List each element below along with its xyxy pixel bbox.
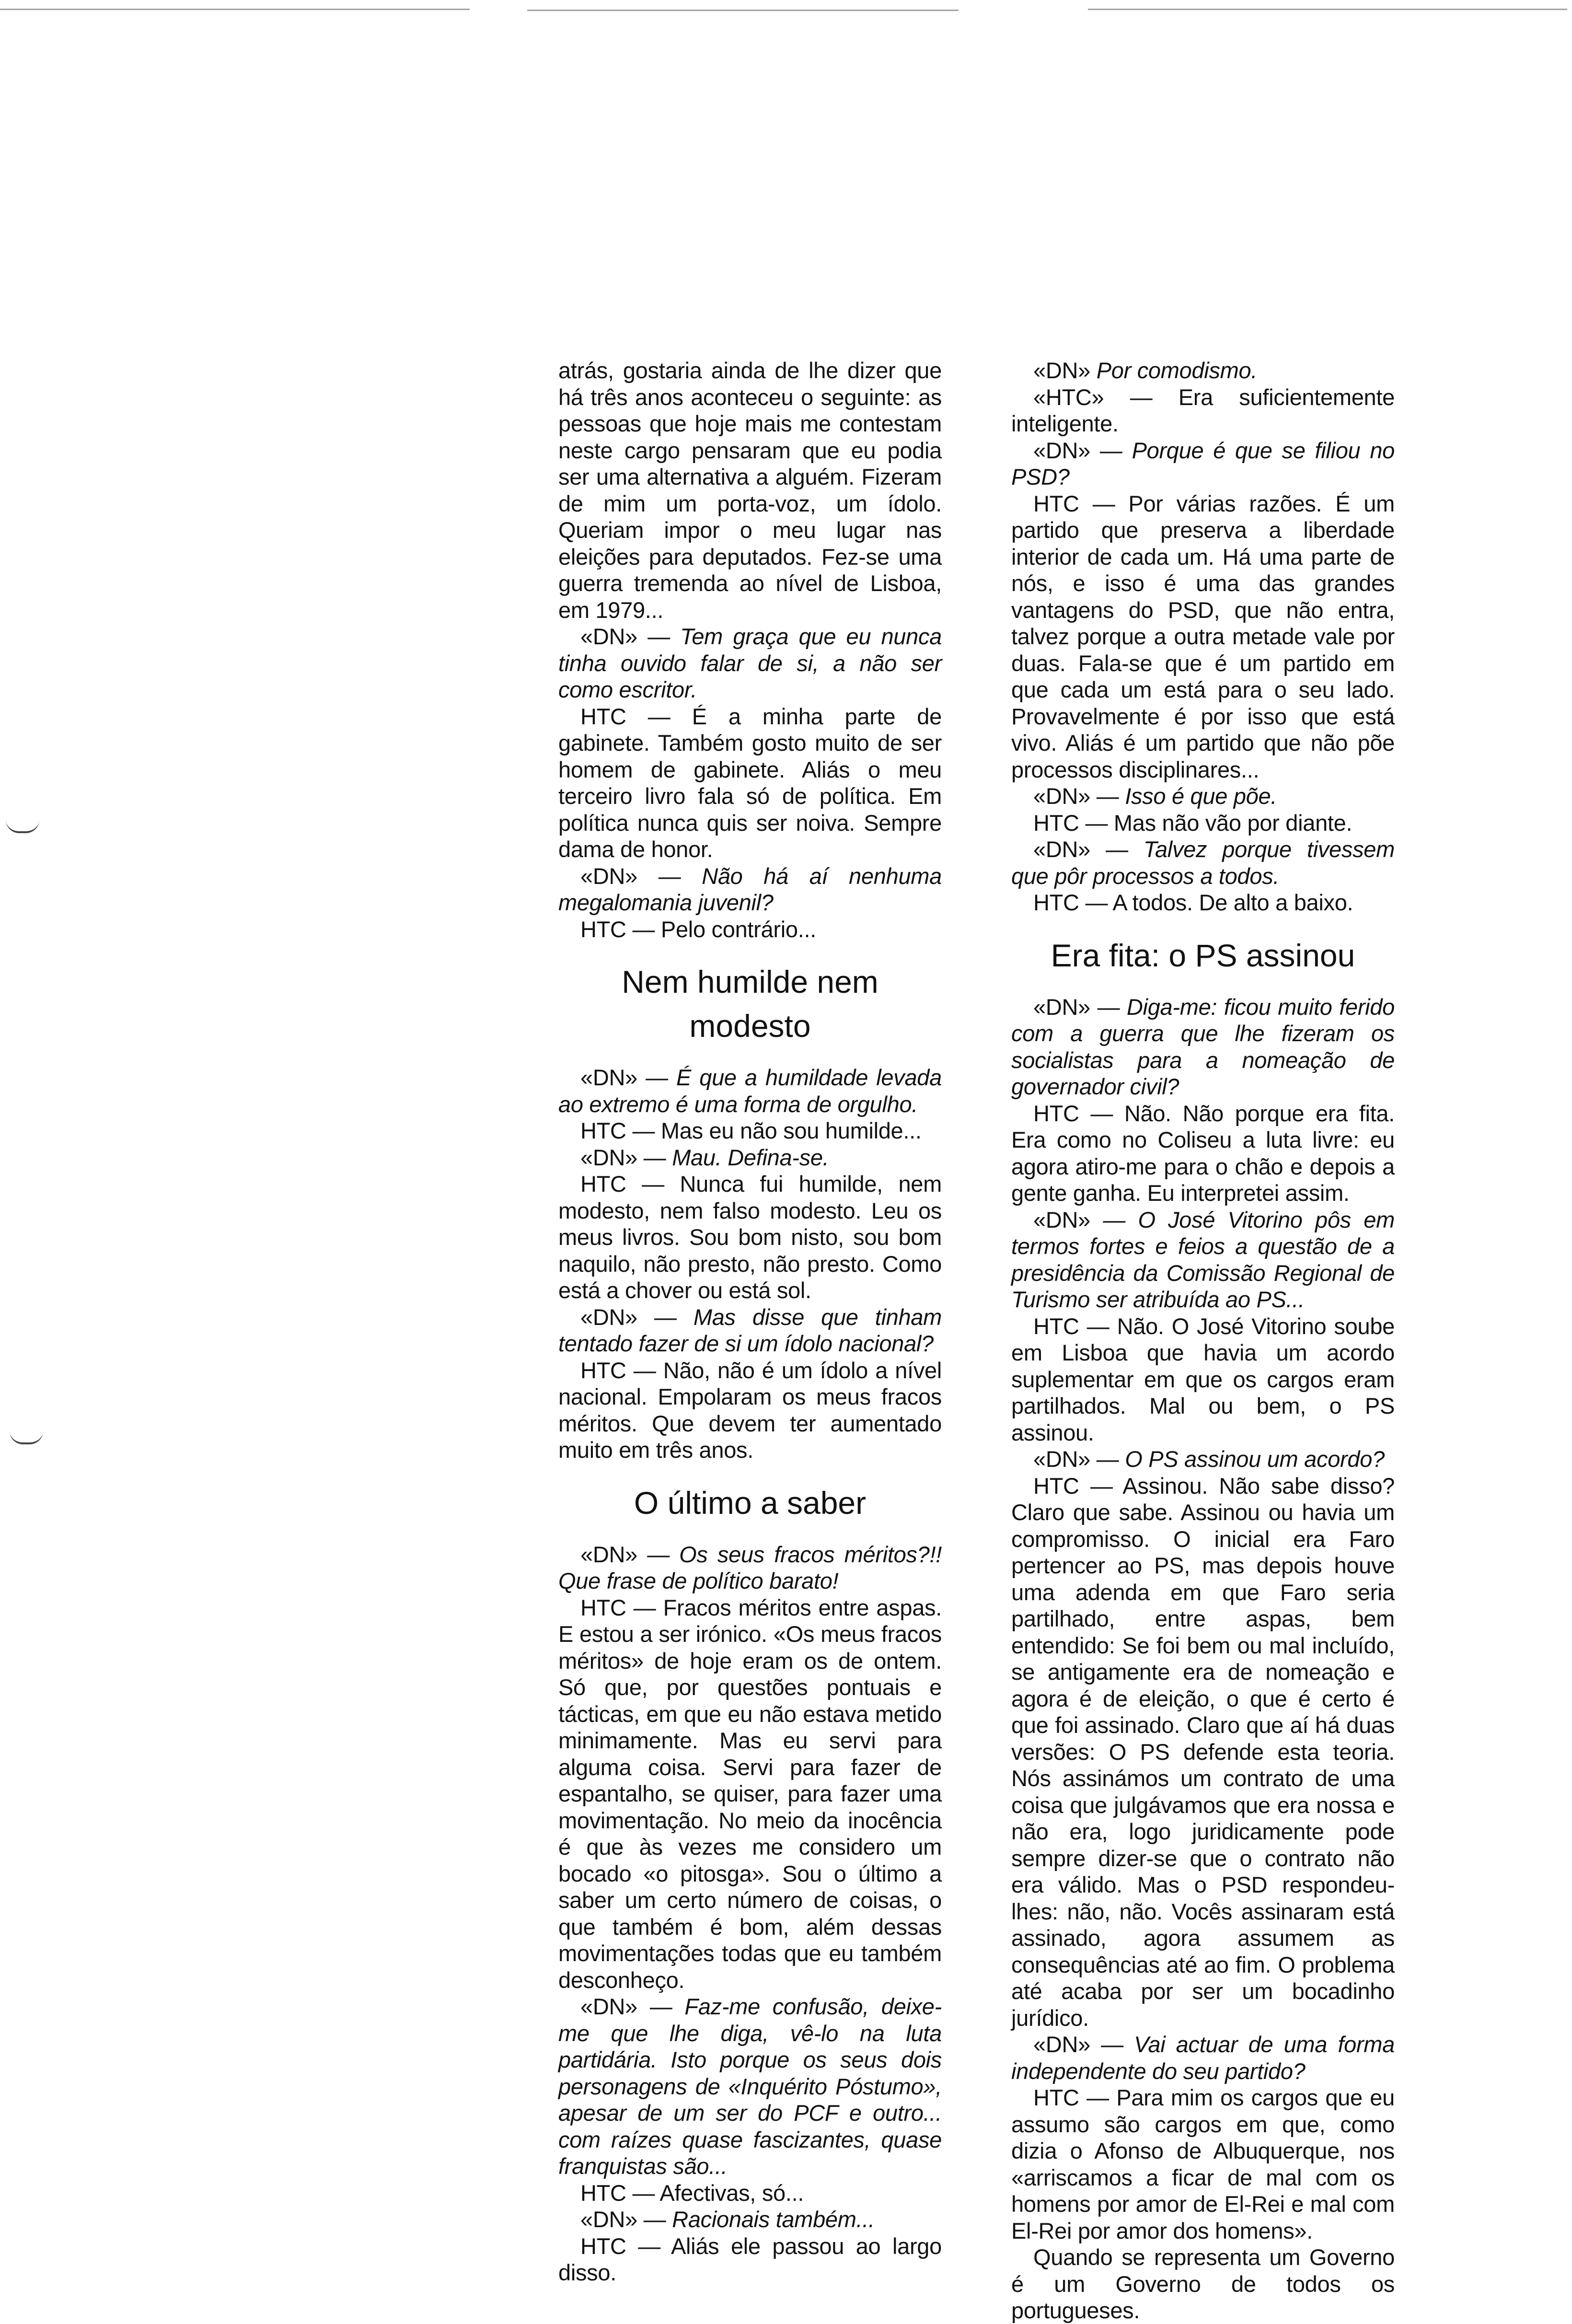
article-paragraph: [1011, 2244, 1395, 2324]
article-paragraph: [558, 1357, 942, 1464]
scan-edge-mark-2: [10, 1431, 43, 1444]
paragraph-text: «DN» —: [580, 1304, 694, 1330]
interviewer-question: Porque é que se filiou no PSD?: [1011, 437, 1395, 489]
scan-line-top-1: [0, 9, 470, 10]
article-paragraph: [558, 1064, 942, 1117]
article-paragraph: [558, 1144, 942, 1171]
article-paragraph: [558, 2206, 942, 2233]
interviewer-question: Racionais também...: [672, 2207, 875, 2232]
paragraph-text: «DN»: [1033, 358, 1097, 383]
interviewer-question: Diga-me: ficou muito ferido com a guerra que lhe fizeram os socialistas para a nomeação de governador civil?: [1011, 994, 1395, 1099]
article-paragraph: [1011, 1446, 1395, 1473]
paragraph-text: «HTC» — Era suficientemente inteligente.: [1011, 384, 1395, 436]
paragraph-text: «DN» —: [580, 1144, 672, 1170]
paragraph-text: «DN» —: [1033, 437, 1132, 463]
paragraph-text: HTC — Mas eu não sou humilde...: [580, 1118, 922, 1143]
article-paragraph: [558, 1117, 942, 1144]
paragraph-text: «DN» —: [580, 1541, 680, 1567]
paragraph-text: «DN» —: [580, 863, 702, 889]
paragraph-text: «DN» —: [580, 1994, 685, 2019]
article-paragraph: [558, 1304, 942, 1357]
article-paragraph: [558, 863, 942, 916]
paragraph-text: HTC — Não. O José Vitorino soube em Lisboa que havia um acordo suplementar em que os cargos eram partilhados. Mal ou bem, o PS assinou.: [1011, 1313, 1395, 1445]
interviewer-question: Talvez porque tivessem que pôr processos a todos.: [1011, 837, 1395, 889]
paragraph-text: «DN» —: [580, 624, 681, 649]
paragraph-text: HTC — Por várias razões. É um partido que preserva a liberdade interior de cada um. Há uma parte de nós, e isso é uma das grandes vantagens do PSD, que não entra, talvez porque a outra metade vale por duas. Fala-se que é um partido em que cada um está para o seu lado. Provavelmente é por isso que está vivo. Aliás é um partido que não põe processos disciplinares...: [1011, 490, 1395, 782]
article-paragraph: [1011, 2031, 1395, 2084]
article-paragraph: [1011, 1207, 1395, 1313]
article-paragraph: [1011, 810, 1395, 837]
scan-edge-mark-1: [6, 820, 39, 833]
article-paragraph: [558, 623, 942, 703]
article-paragraph: [1011, 1100, 1395, 1207]
article-paragraph: [1011, 994, 1395, 1100]
paragraph-text: HTC — É a minha parte de gabinete. Também gosto muito de ser homem de gabinete. Aliás o meu terceiro livro fala só de política. Em política nunca quis ser noiva. Sempre dama de honor.: [558, 703, 942, 862]
paragraph-text: «DN» —: [1033, 837, 1144, 862]
article-paragraph: [558, 357, 942, 623]
article-paragraph: [1011, 437, 1395, 490]
section-heading: Nem humilde nem modesto: [622, 964, 878, 1044]
paragraph-text: «DN» —: [580, 1065, 677, 1090]
article-paragraph: [1011, 1473, 1395, 2032]
article-paragraph: [1011, 2084, 1395, 2244]
paragraph-text: Quando se representa um Governo é um Governo de todos os portugueses.: [1011, 2244, 1395, 2323]
article-paragraph: [558, 1594, 942, 1994]
paragraph-text: HTC — Fracos méritos entre aspas. E estou a ser irónico. «Os meus fracos méritos» de hoje eram os de ontem. Só que, por questões pontuais e tácticas, em que eu não estava metido minimamente. Mas eu servi para alguma coisa. Servi para fazer de espantalho, se quiser, para fazer uma movimentação. No meio da inocência é que às vezes me considero um bocado «o pitosga». Sou o último a saber um certo número de coisas, o que também é bom, além dessas movimentações todas que eu também desconheço.: [558, 1594, 942, 1993]
interviewer-question: Tem graça que eu nunca tinha ouvido falar de si, a não ser como escritor.: [558, 624, 942, 702]
interviewer-question: O PS assinou um acordo?: [1125, 1446, 1385, 1472]
article-column-left: [558, 357, 942, 2286]
article-paragraph: [1011, 357, 1395, 384]
interviewer-question: O José Vitorino pôs em termos fortes e feios a questão de a presidência da Comissão Regional de Turismo ser atribuída ao PS...: [1011, 1207, 1395, 1312]
interviewer-question: Isso é que põe.: [1125, 783, 1277, 809]
interviewer-question: Vai actuar de uma forma independente do seu partido?: [1011, 2032, 1395, 2084]
paragraph-text: HTC — Não. Não porque era fita. Era como no Coliseu a luta livre: eu agora atiro-me para o chão e depois a gente ganha. Eu interpretei assim.: [1011, 1100, 1395, 1206]
paragraph-text: HTC — Não, não é um ídolo a nível nacional. Empolaram os meus fracos méritos. Que devem ter aumentado muito em três anos.: [558, 1357, 942, 1463]
paragraph-text: HTC — A todos. De alto a baixo.: [1033, 890, 1353, 915]
article-paragraph: [1011, 783, 1395, 810]
paragraph-text: «DN» —: [1033, 994, 1127, 1020]
paragraph-text: HTC — Mas não vão por diante.: [1033, 810, 1352, 836]
paragraph-text: atrás, gostaria ainda de lhe dizer que há três anos aconteceu o seguinte: as pessoas que hoje mais me contestam neste cargo pensaram que eu podia ser uma alternativa a alguém. Fizeram de mim um porta-voz, um ídolo. Queriam impor o meu lugar nas eleições para deputados. Fez-se uma guerra tremenda ao nível de Lisboa, em 1979...: [558, 358, 942, 623]
paragraph-text: «DN» —: [1033, 783, 1125, 809]
article-paragraph: [558, 703, 942, 863]
paragraph-text: HTC — Nunca fui humilde, nem modesto, nem falso modesto. Leu os meus livros. Sou bom nisto, sou bom naquilo, não presto, não presto. Como está a chover ou está sol.: [558, 1171, 942, 1303]
article-paragraph: [1011, 889, 1395, 916]
article-paragraph: [558, 1541, 942, 1594]
paragraph-text: HTC — Para mim os cargos que eu assumo são cargos em que, como dizia o Afonso de Albuquerque, nos «arriscamos a ficar de mal com os homens por amor de El-Rei e mal com El-Rei por amor dos homens».: [1011, 2085, 1395, 2243]
article-paragraph: [558, 2180, 942, 2207]
paragraph-text: HTC — Afectivas, só...: [580, 2180, 804, 2206]
article-paragraph: [558, 2233, 942, 2286]
interviewer-question: Não há aí nenhuma megalomania juvenil?: [558, 863, 942, 915]
article-paragraph: [558, 916, 942, 943]
section-heading: O último a saber: [634, 1485, 867, 1521]
interviewer-question: Mas disse que tinham tentado fazer de si um ídolo nacional?: [558, 1304, 942, 1356]
interviewer-question: É que a humildade levada ao extremo é uma forma de orgulho.: [558, 1065, 942, 1117]
article-paragraph: [558, 1993, 942, 2180]
paragraph-text: HTC — Assinou. Não sabe disso? Claro que sabe. Assinou ou havia um compromisso. O inicial era Faro pertencer ao PS, mas depois houve uma adenda em que Faro seria partilhado, entre aspas, bem entendido: Se foi bem ou mal incluído, se antigamente era de nomeação e agora é de eleição, o que é certo é que foi assinado. Claro que aí há duas versões: O PS defende esta teoria. Nós assinámos um contrato de uma coisa que julgávamos que era nossa e não era, logo juridicamente pode sempre dizer-se que o contrato não era válido. Mas o PSD respondeu-lhes: não, não. Vocês assinaram está assinado, agora assumem as consequências até ao fim. O problema até acaba por ser um bocadinho jurídico.: [1011, 1473, 1395, 2031]
article-paragraph: [1011, 384, 1395, 437]
section-heading: Era fita: o PS assinou: [1051, 937, 1355, 973]
paragraph-text: HTC — Pelo contrário...: [580, 916, 816, 942]
article-paragraph: [1011, 490, 1395, 783]
interviewer-question: Por comodismo.: [1096, 358, 1258, 383]
paragraph-text: «DN» —: [1033, 2032, 1134, 2057]
article-column-right: [1011, 357, 1395, 2324]
paragraph-text: HTC — Aliás ele passou ao largo disso.: [558, 2233, 942, 2285]
article-paragraph: [1011, 836, 1395, 889]
scan-line-top-2: [527, 10, 959, 11]
interviewer-question: Faz-me confusão, deixe-me que lhe diga, vê-lo na luta partidária. Isto porque os seus dois personagens de «Inquérito Póstumo», apesar de um ser do PCF e outro... com raízes quase fascizantes, quase franquistas são...: [558, 1994, 942, 2179]
article-paragraph: [558, 1171, 942, 1304]
scan-line-top-3: [1088, 9, 1567, 10]
paragraph-text: «DN» —: [1033, 1207, 1138, 1232]
interviewer-question: Os seus fracos méritos?!! Que frase de político barato!: [558, 1541, 942, 1593]
paragraph-text: «DN» —: [1033, 1446, 1125, 1472]
interviewer-question: Mau. Defina-se.: [672, 1144, 829, 1170]
article-paragraph: [1011, 1313, 1395, 1446]
paragraph-text: «DN» —: [580, 2207, 672, 2232]
